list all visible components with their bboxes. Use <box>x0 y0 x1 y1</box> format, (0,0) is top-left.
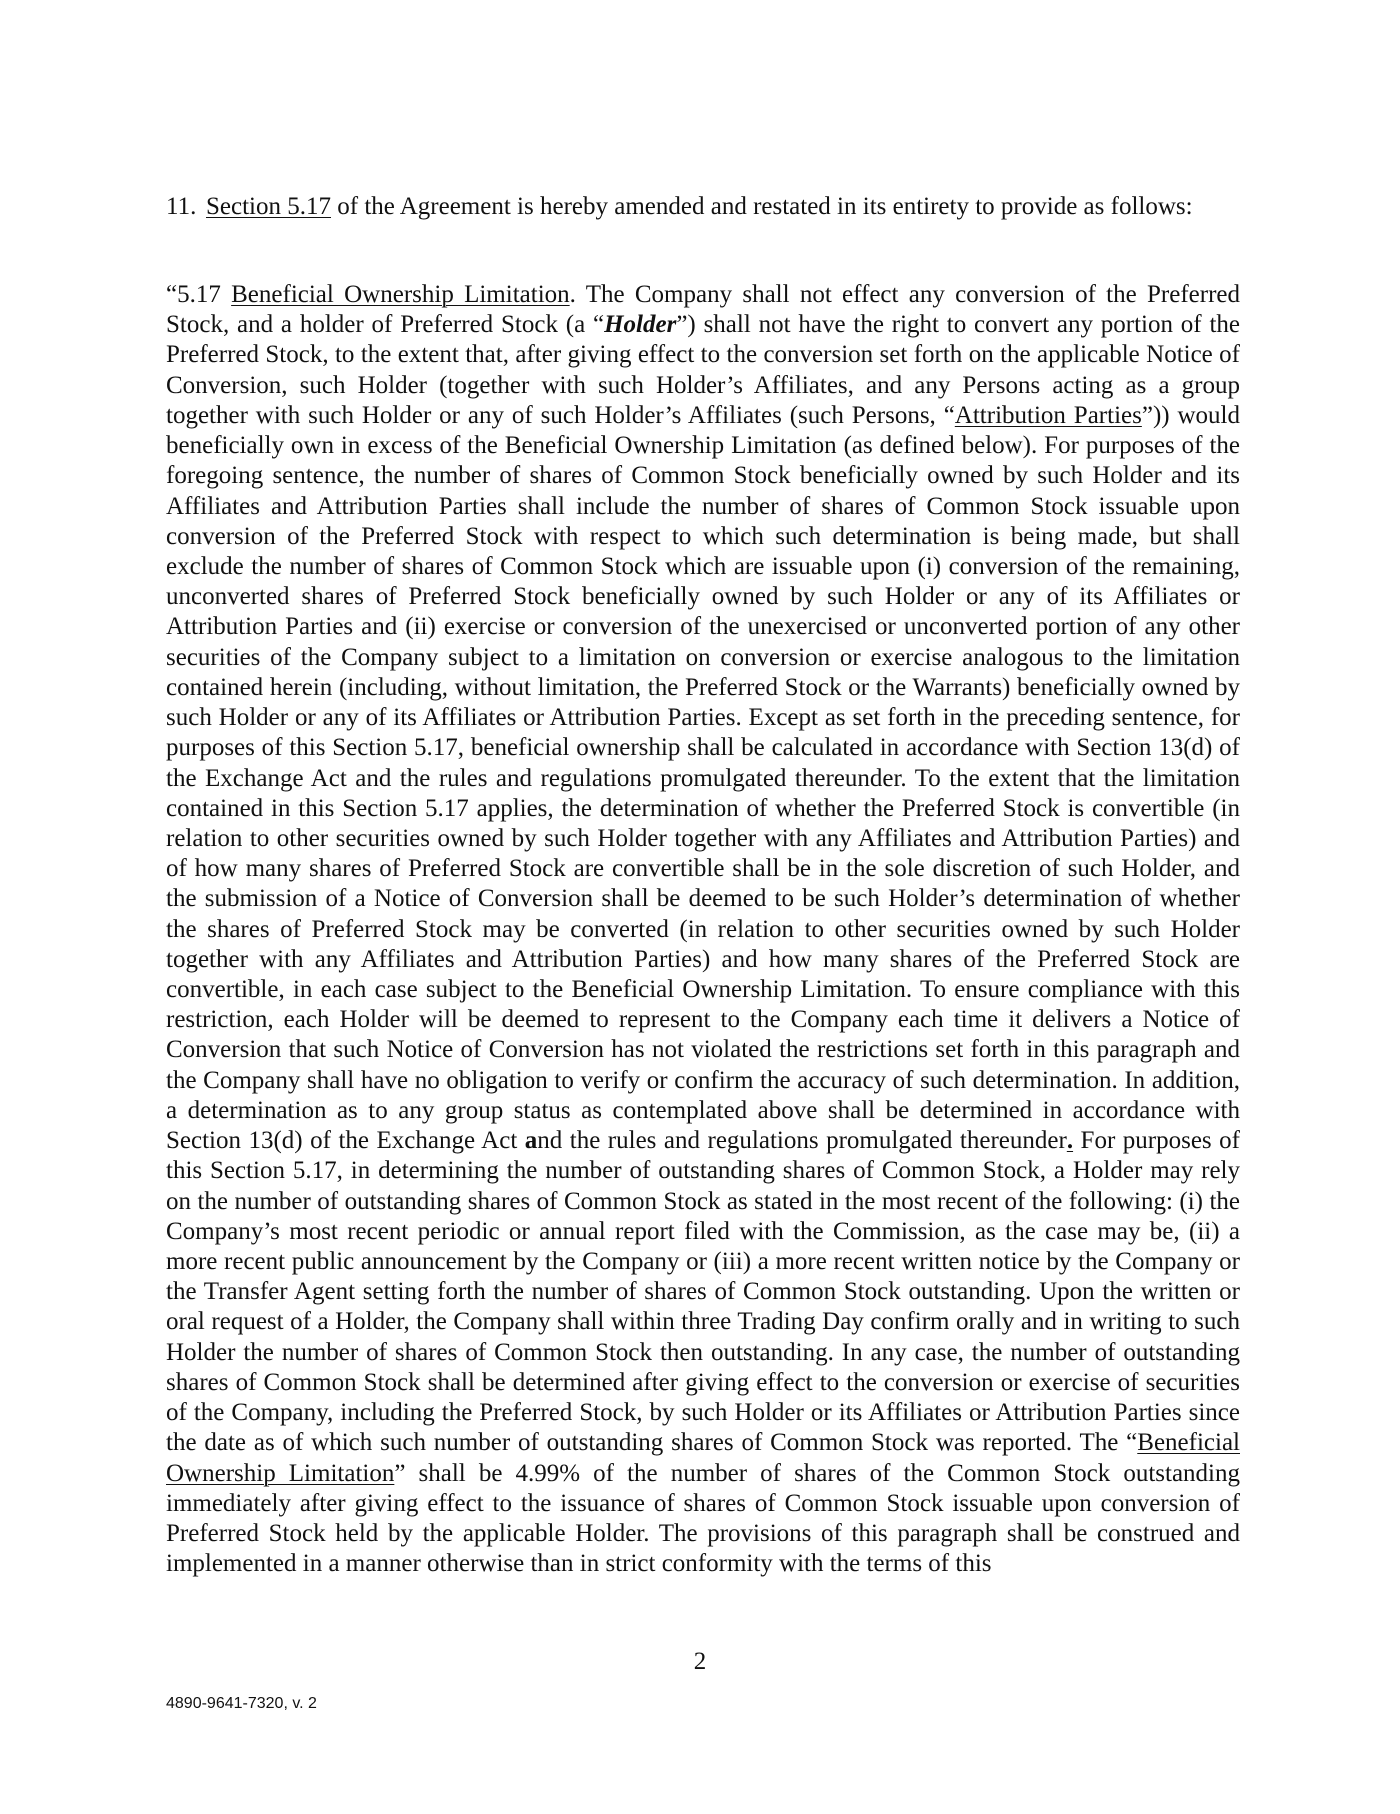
document-id: 4890-9641-7320, v. 2 <box>166 1695 317 1712</box>
item-text <box>206 192 1240 222</box>
section-reference: Section 5.17 <box>206 193 331 220</box>
section-heading: Beneficial Ownership Limitation <box>231 281 570 308</box>
page-number: 2 <box>693 1648 707 1675</box>
bold-letter-a: a <box>524 1127 538 1155</box>
paragraph-text-1: . The Company shall not effect any conversion of the Preferred Stock, and a holder of Preferred Stock (a “ <box>166 281 1240 339</box>
section-5-17-paragraph <box>166 280 1240 1579</box>
paragraph-text-4: nd the rules and regulations promulgated thereunder <box>537 1127 1067 1155</box>
paragraph-text-6: ” shall be 4.99% of the number of shares of the Common Stock outstanding immediately after giving effect to the issuance of shares of Common Stock issuable upon conversion of Preferred Stock held by the applicable Holder. The provisions of this paragraph shall be construed and implemented in a manner otherwise than in strict conformity with the terms of this <box>166 1459 1241 1578</box>
section-number: “5.17 <box>166 281 232 308</box>
bold-period: . <box>1066 1127 1074 1155</box>
paragraph-text-3: ”)) would beneficially own in excess of the Beneficial Ownership Limitation (as defined below). For purposes of the foregoing sentence, the number of shares of Common Stock beneficially owned by such Holder and its Affiliates and Attribution Parties shall include the number of shares of Common Stock issuable upon conversion of the Preferred Stock with respect to which such determination is being made, but shall exclude the number of shares of Common Stock which are issuable upon (i) conversion of the remaining, unconverted shares of Preferred Stock beneficially owned by such Holder or any of its Affiliates or Attribution Parties and (ii) exercise or conversion of the unexercised or unconverted portion of any other securities of the Company subject to a limitation on conversion or exercise analogous to the limitation contained herein (including, without limitation, the Preferred Stock or the Warrants) beneficially owned by such Holder or any of its Affiliates or Attribution Parties. Except as set forth in the preceding sentence, for purposes of this Section 5.17, beneficial ownership shall be calculated in accordance with Section 13(d) of the Exchange Act and the rules and regulations promulgated thereunder. To the extent that the limitation contained in this Section 5.17 applies, the determination of whether the Preferred Stock is convertible (in relation to other securities owned by such Holder together with any Affiliates and Attribution Parties) and of how many shares of Preferred Stock are convertible shall be in the sole discretion of such Holder, and the submission of a Notice of Conversion shall be deemed to be such Holder’s determination of whether the shares of Preferred Stock may be converted (in relation to other securities owned by such Holder together with any Affiliates and Attribution Parties) and how many shares of the Preferred Stock are convertible, in each case subject to the Beneficial Ownership Limitation. To ensure compliance with this restriction, each Holder will be deemed to represent to the Company each time it delivers a Notice of Conversion that such Notice of Conversion has not violated the restrictions set forth in this paragraph and the Company shall have no obligation to verify or confirm the accuracy of such determination. In addition, a determination as to any group status as contemplated above shall be determined in accordance with Section 13(d) of the Exchange Act <box>166 401 1240 1155</box>
amendment-item-11 <box>166 192 1240 222</box>
defined-term-attribution-parties: Attribution Parties <box>954 401 1142 429</box>
paragraph-text-2: ”) shall not have the right to convert any portion of the Preferred Stock, to the extent that, after giving effect to the conversion set forth on the applicable Notice of Conversion, such Holder (together with such Holder’s Affiliates, and any Persons acting as a group together with such Holder or any of such Holder’s Affiliates (such Persons, “ <box>166 311 1240 429</box>
defined-term-holder: Holder <box>604 311 677 339</box>
item-text-rest: of the Agreement is hereby amended and restated in its entirety to provide as follows: <box>331 193 1193 220</box>
paragraph-text-5: For purposes of this Section 5.17, in determining the number of outstanding shares of Common Stock, a Holder may rely on the number of outstanding shares of Common Stock as stated in the most recent of the following: (i) the Company’s most recent periodic or annual report filed with the Commission, as the case may be, (ii) a more recent public announcement by the Company or (iii) a more recent written notice by the Company or the Transfer Agent setting forth the number of shares of Common Stock outstanding. Upon the written or oral request of a Holder, the Company shall within three Trading Day confirm orally and in writing to such Holder the number of shares of Common Stock then outstanding. In any case, the number of outstanding shares of Common Stock shall be determined after giving effect to the conversion or exercise of securities of the Company, including the Preferred Stock, by such Holder or its Affiliates or Attribution Parties since the date as of which such number of outstanding shares of Common Stock was reported. The “ <box>166 1127 1240 1457</box>
defined-term-beneficial-ownership-limitation: Beneficial Ownership Limitation <box>166 1429 1240 1487</box>
item-number: 11. <box>166 193 197 220</box>
